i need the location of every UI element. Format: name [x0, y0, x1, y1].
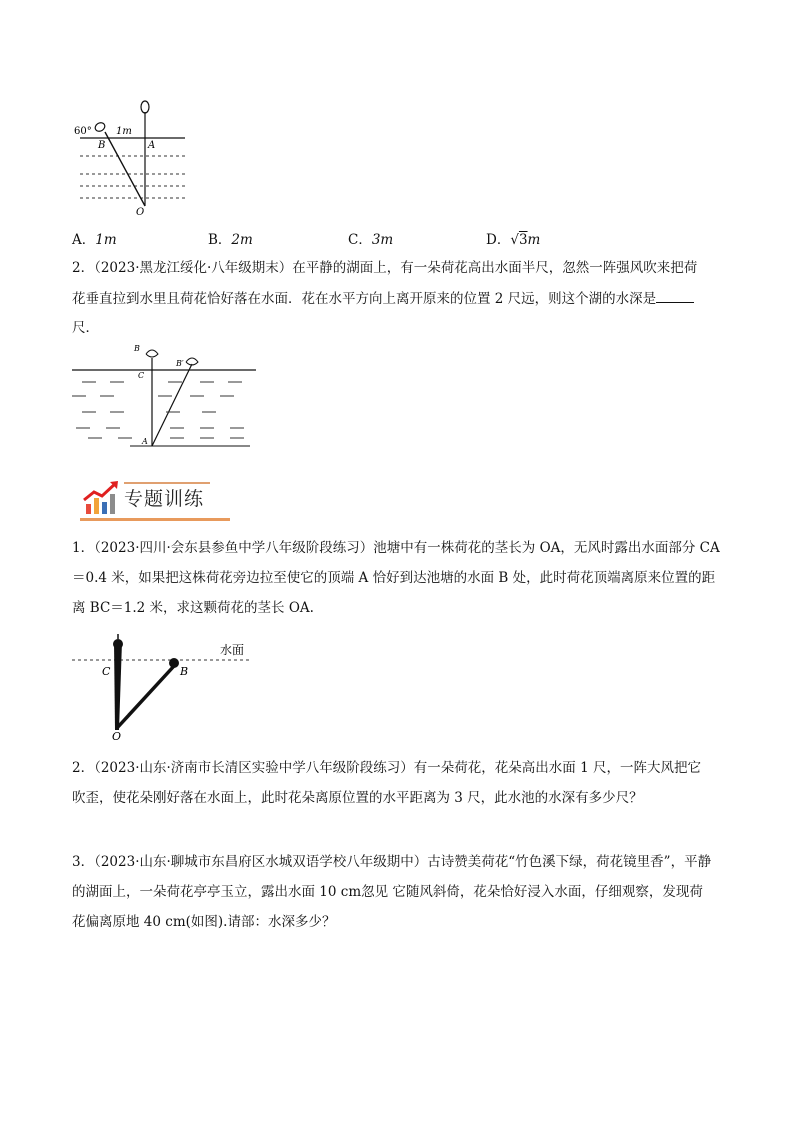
option-d-radicand: 3 — [518, 232, 528, 248]
q2-line-1: 2．（2023·黑龙江绥化·八年级期末）在平静的湖面上，有一朵荷花高出水面半尺，忽然一阵强风吹来把荷 — [72, 260, 698, 276]
option-d — [486, 228, 540, 248]
banner-title: 专题训练 — [124, 488, 205, 510]
option-c-prefix: C． — [348, 232, 372, 248]
fig3-point-b: B — [180, 665, 189, 678]
option-a-prefix: A． — [72, 232, 96, 248]
fig2-point-a: A — [142, 437, 148, 446]
option-a-value: 1m — [95, 232, 117, 248]
fig1-dist-label: 1m — [116, 126, 132, 137]
option-c-value: 3m — [371, 232, 394, 248]
p3-line-1: 3．（2023·山东·聊城市东昌府区水城双语学校八年级期中）古诗赞美荷花“竹色溪下绿，荷花镜里香”，平静 — [72, 854, 712, 870]
fig3-point-c: C — [102, 665, 111, 678]
figure-1-lotus-diagram — [70, 98, 195, 218]
q2-line-2-text: 花垂直拉到水里且荷花恰好落在水面．花在水平方向上离开原来的位置 2 尺远，则这个湖的水深是 — [72, 291, 657, 307]
p3-line-3: 花偏离原地 40 cm(如图).请部：水深多少？ — [72, 914, 336, 930]
sqrt-symbol-icon: √ — [510, 232, 519, 248]
fig2-point-b: B — [134, 344, 140, 353]
q2-line-3: 尺． — [72, 320, 99, 336]
fig2-point-c: C — [138, 371, 145, 380]
answer-blank[interactable] — [656, 288, 694, 303]
fig3-water-label: 水面 — [220, 643, 245, 657]
banner-bottom-rule — [80, 518, 230, 521]
fig1-point-b: B — [98, 140, 106, 151]
fig2-point-b-prime: B′ — [176, 359, 184, 368]
p1-line-1: 1．（2023·四川·会东县参鱼中学八年级阶段练习）池塘中有一株荷花的茎长为 OA，无风时露出水面部分 CA — [72, 540, 720, 556]
figure-2-lake-diagram — [70, 340, 260, 450]
fig1-point-a: A — [148, 140, 156, 151]
figure-3-pond-diagram — [70, 632, 260, 742]
option-d-prefix: D． — [486, 232, 511, 248]
fig1-point-o: O — [136, 207, 145, 218]
option-c — [348, 228, 393, 248]
p2-line-2: 吹歪，使花朵刚好落在水面上，此时花朵离原位置的水平距离为 3 尺，此水池的水深有多少尺？ — [72, 790, 643, 806]
option-b — [208, 228, 253, 248]
p1-line-2: ＝0.4 米，如果把这株荷花旁边拉至使它的顶端 A 恰好到达池塘的水面 B 处，此时荷花顶端离原来位置的距 — [72, 570, 716, 586]
option-d-unit: m — [527, 232, 541, 248]
fig1-angle-label: 60° — [74, 126, 92, 137]
p3-line-2: 的湖面上，一朵荷花亭亭玉立，露出水面 10 cm忽见 它随风斜倚，花朵恰好浸入水面，仔细观察，发现荷 — [72, 884, 703, 900]
option-b-prefix: B． — [208, 232, 232, 248]
q2-line-2 — [72, 288, 722, 309]
p1-line-3: 离 BC＝1.2 米，求这颗荷花的茎长 OA. — [72, 600, 314, 616]
fig3-point-o: O — [112, 730, 122, 742]
option-a — [72, 228, 117, 248]
option-b-value: 2m — [231, 232, 253, 248]
p2-line-1: 2．（2023·山东·济南市长清区实验中学八年级阶段练习）有一朵荷花，花朵高出水面 1 尺，一阵大风把它 — [72, 760, 701, 776]
growth-chart-icon — [82, 480, 120, 516]
